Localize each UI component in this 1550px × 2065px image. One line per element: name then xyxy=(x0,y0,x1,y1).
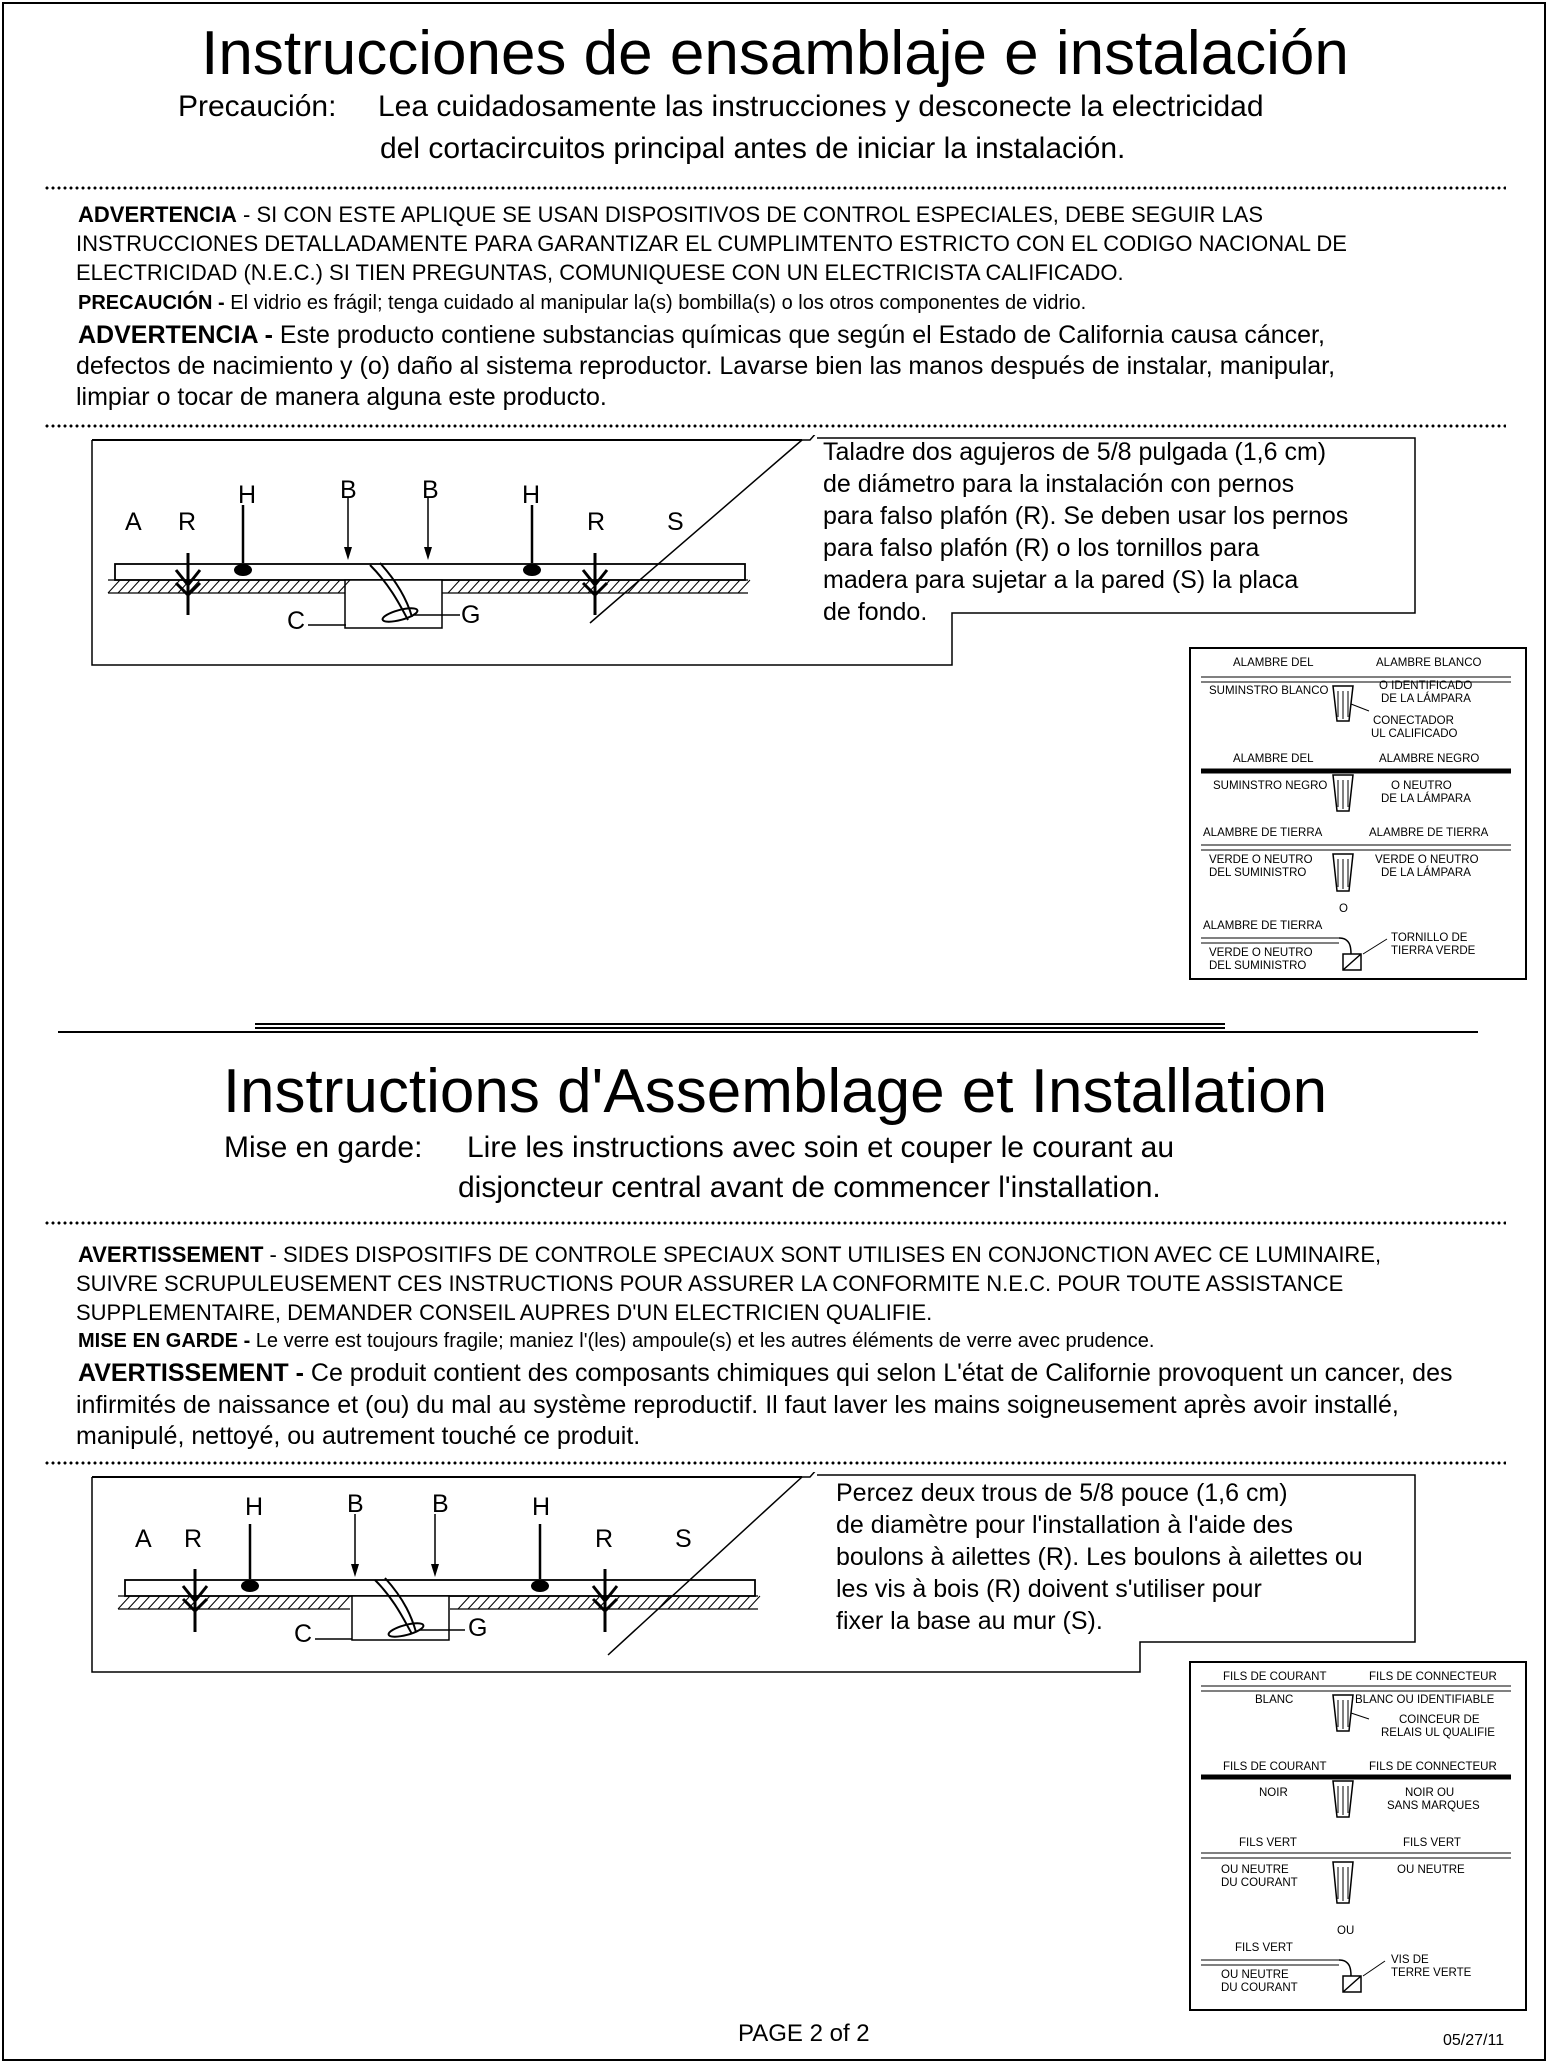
french-caution-line1: Lire les instructions avec soin et couper le courant au xyxy=(467,1131,1175,1164)
diagram-label-r: R xyxy=(587,508,606,536)
french-warning1-line2: SUIVRE SCRUPULEUSEMENT CES INSTRUCTIONS POUR ASSURER LA CONFORMITE N.E.C. POUR TOUTE ASSISTANCE xyxy=(76,1271,1344,1296)
diagram-label-a: A xyxy=(125,508,142,536)
wire-label: SANS MARQUES xyxy=(1387,1800,1480,1812)
wire-label: DE LA LÁMPARA xyxy=(1381,867,1471,879)
section-divider xyxy=(255,1023,1225,1025)
french-warning1-line3: SUPPLEMENTAIRE, DEMANDER CONSEIL AUPRES D'UN ELECTRICIEN QUALIFIE. xyxy=(76,1300,933,1325)
spanish-title: Instrucciones de ensamblaje e instalación xyxy=(201,19,1349,88)
wire-label: VERDE O NEUTRO xyxy=(1209,854,1313,866)
wire-label: VIS DE xyxy=(1391,1954,1429,1966)
section-divider xyxy=(255,1027,1225,1029)
diagram-label-c: C xyxy=(287,607,306,635)
wire-label: O xyxy=(1339,903,1348,915)
wire-label: O IDENTIFICADO xyxy=(1379,680,1473,692)
wire-label: OU NEUTRE xyxy=(1221,1864,1289,1876)
wire-label: TORNILLO DE xyxy=(1391,932,1468,944)
wire-label: NOIR xyxy=(1259,1787,1288,1799)
wire-label: UL CALIFICADO xyxy=(1371,728,1458,740)
diagram-label-r: R xyxy=(178,508,197,536)
diagram-label-b: B xyxy=(347,1490,364,1518)
wire-label: FILS DE CONNECTEUR xyxy=(1369,1761,1497,1773)
wire-label: BLANC OU IDENTIFIABLE xyxy=(1355,1694,1495,1706)
spanish-warning1-line3: ELECTRICIDAD (N.E.C.) SI TIEN PREGUNTAS, COMUNIQUESE CON UN ELECTRICISTA CALIFICADO. xyxy=(76,260,1124,285)
diagram-label-g: G xyxy=(468,1614,488,1642)
wire-label: DU COURANT xyxy=(1221,1877,1298,1889)
french-caution-label: Mise en garde: xyxy=(224,1131,423,1164)
diagram-label-b: B xyxy=(432,1490,449,1518)
wire-label: OU NEUTRE xyxy=(1397,1864,1465,1876)
spanish-caution2: PRECAUCIÓN - El vidrio es frágil; tenga cuidado al manipular la(s) bombilla(s) o los otros componentes de vidrio. xyxy=(78,292,1087,314)
spanish-callout: Taladre dos agujeros de 5/8 pulgada (1,6 cm) de diámetro para la instalación con pernos para falso plafón (R). Se deben usar los pernos para falso plafón (R) o los tornillos para madera para sujetar a la pared (S) la placa de fondo. xyxy=(823,438,1349,626)
diagram-label-s: S xyxy=(667,508,684,536)
wire-label: VERDE O NEUTRO xyxy=(1209,947,1313,959)
diagram-label-c: C xyxy=(294,1620,313,1648)
french-callout: Percez deux trous de 5/8 pouce (1,6 cm) de diamètre pour l'installation à l'aide des boulons à ailettes (R). Les boulons à ailettes ou les vis à bois (R) doivent s'utiliser pour fixer la base au mur (S). xyxy=(836,1479,1363,1635)
wire-label: ALAMBRE DE TIERRA xyxy=(1203,827,1323,839)
french-caution-line2: disjoncteur central avant de commencer l'installation. xyxy=(458,1171,1161,1204)
wire-label: OU NEUTRE xyxy=(1221,1969,1289,1981)
spanish-caution-line1: Lea cuidadosamente las instrucciones y desconecte la electricidad xyxy=(378,90,1264,123)
diagram-label-h: H xyxy=(532,1493,551,1521)
wire-label: CONECTADOR xyxy=(1373,715,1454,727)
wire-label: VERDE O NEUTRO xyxy=(1375,854,1479,866)
wire-label: FILS VERT xyxy=(1403,1837,1461,1849)
wire-label: TIERRA VERDE xyxy=(1391,945,1476,957)
spanish-wiring-diagram xyxy=(1189,647,1527,980)
wire-label: SUMINSTRO NEGRO xyxy=(1213,780,1328,792)
wire-label: FILS DE COURANT xyxy=(1223,1761,1327,1773)
wire-label: ALAMBRE DEL xyxy=(1233,657,1314,669)
asterisk-divider xyxy=(44,1220,1506,1226)
wire-label: BLANC xyxy=(1255,1694,1294,1706)
diagram-label-r: R xyxy=(184,1525,203,1553)
diagram-label-b: B xyxy=(422,476,439,504)
wire-label: ALAMBRE DE TIERRA xyxy=(1203,920,1323,932)
document-date: 05/27/11 xyxy=(1443,2032,1505,2049)
wire-label: RELAIS UL QUALIFIE xyxy=(1381,1727,1495,1739)
wire-label: COINCEUR DE xyxy=(1399,1714,1480,1726)
page-number: PAGE 2 of 2 xyxy=(738,2020,870,2047)
wire-label: DE LA LÁMPARA xyxy=(1381,693,1471,705)
french-wiring-diagram xyxy=(1189,1661,1527,2011)
spanish-warning2-line1: ADVERTENCIA - Este producto contiene substancias químicas que según el Estado de California causa cáncer, xyxy=(78,321,1325,349)
diagram-label-b: B xyxy=(340,476,357,504)
diagram-label-r: R xyxy=(595,1525,614,1553)
wire-label: FILS VERT xyxy=(1235,1942,1293,1954)
wire-label: OU xyxy=(1337,1925,1355,1937)
wire-label: DEL SUMINISTRO xyxy=(1209,960,1307,972)
wire-label: FILS VERT xyxy=(1239,1837,1297,1849)
diagram-label-h: H xyxy=(238,481,257,509)
wire-label: TERRE VERTE xyxy=(1391,1967,1472,1979)
french-warning2-line1: AVERTISSEMENT - Ce produit contient des composants chimiques qui selon L'état de Californie provoquent un cancer, des xyxy=(78,1359,1453,1387)
wire-label: O NEUTRO xyxy=(1391,780,1452,792)
spanish-warning1-line1: ADVERTENCIA - SI CON ESTE APLIQUE SE USAN DISPOSITIVOS DE CONTROL ESPECIALES, DEBE SEGUIR LAS xyxy=(78,202,1264,227)
diagram-label-s: S xyxy=(675,1525,692,1553)
wire-label: ALAMBRE BLANCO xyxy=(1376,657,1482,669)
french-title: Instructions d'Assemblage et Installation xyxy=(222,1057,1328,1126)
wire-label: ALAMBRE DE TIERRA xyxy=(1369,827,1489,839)
diagram-label-g: G xyxy=(461,601,481,629)
asterisk-divider xyxy=(44,423,1506,429)
wire-label: DE LA LÁMPARA xyxy=(1381,793,1471,805)
wire-label: DU COURANT xyxy=(1221,1982,1298,1994)
asterisk-divider xyxy=(44,1460,1506,1466)
diagram-label-a: A xyxy=(135,1525,152,1553)
french-warning2-line3: manipulé, nettoyé, ou autrement touché ce produit. xyxy=(76,1422,641,1450)
french-caution2: MISE EN GARDE - Le verre est toujours fragile; maniez l'(les) ampoule(s) et les autres éléments de verre avec prudence. xyxy=(78,1330,1155,1352)
wire-label: ALAMBRE NEGRO xyxy=(1379,753,1480,765)
wire-label: DEL SUMINISTRO xyxy=(1209,867,1307,879)
french-warning1-line1: AVERTISSEMENT - SIDES DISPOSITIFS DE CONTROLE SPECIAUX SONT UTILISES EN CONJONCTION AVEC CE LUMINAIRE, xyxy=(78,1242,1382,1267)
section-divider xyxy=(58,1031,1478,1033)
wire-label: ALAMBRE DEL xyxy=(1233,753,1314,765)
spanish-warning1-line2: INSTRUCCIONES DETALLADAMENTE PARA GARANTIZAR EL CUMPLIMTENTO ESTRICTO CON EL CODIGO NACIONAL DE xyxy=(76,231,1347,256)
spanish-warning2-line3: limpiar o tocar de manera alguna este producto. xyxy=(76,383,607,411)
wire-label: FILS DE COURANT xyxy=(1223,1671,1327,1683)
spanish-warning2-line2: defectos de nacimiento y (o) daño al sistema reproductor. Lavarse bien las manos después de instalar, manipular, xyxy=(76,352,1336,380)
asterisk-divider xyxy=(44,185,1506,191)
french-warning2-line2: infirmités de naissance et (ou) du mal au système reproductif. Il faut laver les mains soigneusement après avoir installé, xyxy=(76,1391,1399,1419)
wire-label: NOIR OU xyxy=(1405,1787,1455,1799)
wire-label: SUMINSTRO BLANCO xyxy=(1209,685,1329,697)
diagram-label-h: H xyxy=(245,1493,264,1521)
spanish-caution-line2: del cortacircuitos principal antes de iniciar la instalación. xyxy=(380,132,1126,165)
wire-label: FILS DE CONNECTEUR xyxy=(1369,1671,1497,1683)
spanish-caution-label: Precaución: xyxy=(178,90,337,123)
diagram-label-h: H xyxy=(522,481,541,509)
